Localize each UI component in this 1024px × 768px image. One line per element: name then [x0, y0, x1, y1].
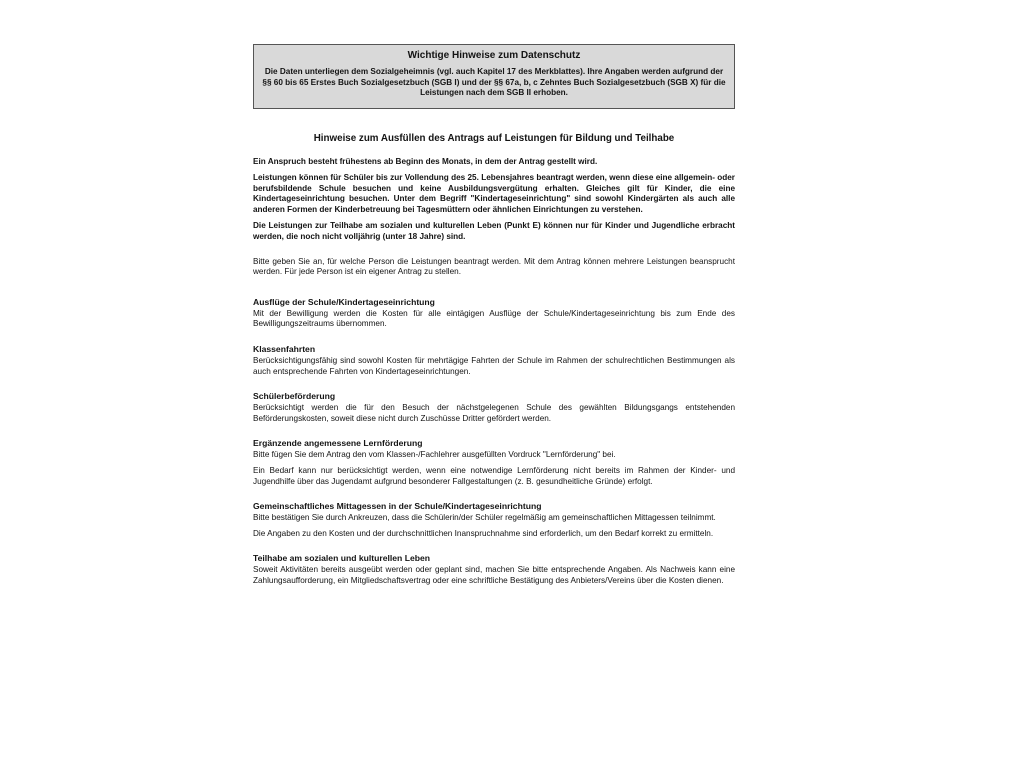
section-paragraph: Bitte fügen Sie dem Antrag den vom Klassen-/Fachlehrer ausgefüllten Vordruck "Lernförderung" bei. — [253, 450, 616, 460]
section-paragraph: Soweit Aktivitäten bereits ausgeübt werden oder geplant sind, machen Sie bitte entsprechende Angaben. Als Nachweis kann eine Zahlungsaufforderung, ein Mitgliedschaftsvertrag oder eine schriftliche Bestätigung des Anbieters/Vereins über die Kosten dienen. — [253, 565, 735, 585]
section-student-transport — [253, 391, 735, 424]
privacy-notice-text: Die Daten unterliegen dem Sozialgeheimnis (vgl. auch Kapitel 17 des Merkblattes). Ihre Angaben werden aufgrund der §§ 60 bis 65 Erstes Buch Sozialgesetzbuch (SGB I) und der §§ 67a, b, c Zehntes Buch Sozialgesetzbuch (SGB X) für die Leistungen nach dem SGB II erhoben. — [262, 67, 726, 97]
section-class-trips — [253, 344, 735, 377]
document-title: Hinweise zum Ausfüllen des Antrags auf Leistungen für Bildung und Teilhabe — [313, 132, 675, 144]
section-title: Gemeinschaftliches Mittagessen in der Schule/Kindertageseinrichtung — [253, 501, 542, 512]
intro-paragraph: Bitte geben Sie an, für welche Person die Leistungen beantragt werden. Mit dem Antrag können mehrere Leistungen beansprucht werden. Für jede Person ist ein eigener Antrag zu stellen. — [253, 256, 735, 277]
eligibility-start-paragraph: Ein Anspruch besteht frühestens ab Beginn des Monats, in dem der Antrag gestellt wird. — [253, 156, 598, 166]
section-paragraph: Die Angaben zu den Kosten und der durchschnittlichen Inanspruchnahme sind erforderlich, um den Bedarf korrekt zu ermitteln. — [253, 528, 714, 538]
section-paragraph: Berücksichtigungsfähig sind sowohl Kosten für mehrtägige Fahrten der Schule im Rahmen der schulrechtlichen Bestimmungen als auch entsprechende Fahrten von Kindertageseinrichtungen. — [253, 356, 735, 376]
participation-age-paragraph: Die Leistungen zur Teilhabe am sozialen und kulturellen Leben (Punkt E) können nur für Kinder und Jugendliche erbracht werden, die noch nicht volljährig (unter 18 Jahre) sind. — [253, 221, 735, 242]
section-learning-support — [253, 438, 735, 487]
document-page — [253, 44, 735, 601]
section-paragraph: Ein Bedarf kann nur berücksichtigt werden, wenn eine notwendige Lernförderung nicht bereits im Rahmen der Kinder- und Jugendhilfe über das Jugendamt aufgrund besonderer Fallgestaltungen (z. B. gesundheitliche Gründe) erfolgt. — [253, 466, 735, 486]
section-title: Schülerbeförderung — [253, 391, 336, 402]
section-title: Ergänzende angemessene Lernförderung — [253, 438, 423, 449]
section-title: Ausflüge der Schule/Kindertageseinrichtung — [253, 296, 435, 307]
section-excursions — [253, 297, 735, 330]
section-title: Klassenfahrten — [253, 344, 316, 355]
section-lunch — [253, 501, 735, 539]
section-social-cultural — [253, 553, 735, 586]
eligibility-age-paragraph: Leistungen können für Schüler bis zur Vollendung des 25. Lebensjahres beantragt werden, wenn diese eine allgemein- oder berufsbildende Schule besuchen und keine Ausbildungsvergütung erhalten. Gleiches gilt für Kinder, die eine Kindertageseinrichtung besuchen. Unter dem Begriff "Kindertageseinrichtung" sind sowohl Kindergärten als auch alle anderen Formen der Kinderbetreuung bei Tagesmüttern oder ähnlichen Einrichtungen zu verstehen. — [253, 173, 735, 214]
section-paragraph: Bitte bestätigen Sie durch Ankreuzen, dass die Schülerin/der Schüler regelmäßig am gemeinschaftlichen Mittagessen teilnimmt. — [253, 513, 716, 523]
section-paragraph: Berücksichtigt werden die für den Besuch der nächstgelegenen Schule des gewählten Bildungsgangs entstehenden Beförderungskosten, soweit diese nicht durch Zuschüsse Dritter gefördert werden. — [253, 403, 735, 423]
section-paragraph: Mit der Bewilligung werden die Kosten für alle eintägigen Ausflüge der Schule/Kindertageseinrichtung bis zum Ende des Bewilligungszeitraums übernommen. — [253, 308, 735, 329]
section-title: Teilhabe am sozialen und kulturellen Leben — [253, 553, 431, 564]
privacy-notice-box — [253, 44, 735, 109]
privacy-notice-title: Wichtige Hinweise zum Datenschutz — [407, 50, 581, 61]
